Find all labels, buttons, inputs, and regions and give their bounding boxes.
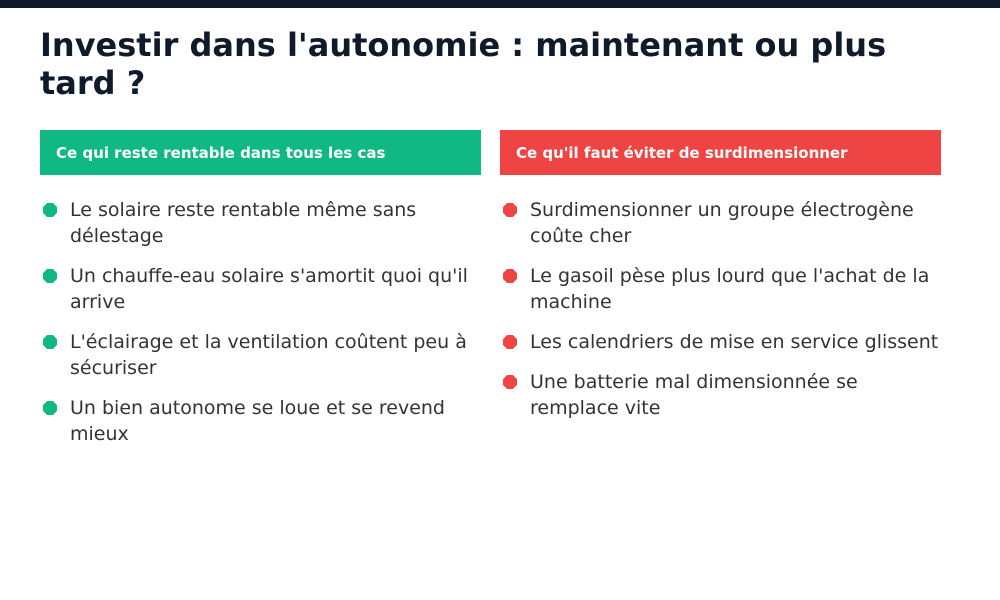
list-item-text: L'éclairage et la ventilation coûtent peu à sécuriser [70,331,467,379]
green-bullet-icon [43,203,57,217]
rentable-column [40,130,481,461]
list-item [40,395,481,447]
list-item [500,197,941,249]
list-item [40,329,481,381]
avoid-column [500,130,941,435]
list-item-text: Le solaire reste rentable même sans délestage [70,199,417,247]
green-bullet-icon [43,335,57,349]
green-bullet-icon [43,401,57,415]
red-bullet-icon [503,335,517,349]
list-item [40,197,481,249]
red-bullet-icon [503,269,517,283]
rentable-list [40,197,481,447]
list-item [40,263,481,315]
red-bullet-icon [503,203,517,217]
list-item [500,263,941,315]
page-title: Investir dans l'autonomie : maintenant ou plus tard ? [40,26,887,102]
list-item-text: Un chauffe-eau solaire s'amortit quoi qu'il arrive [70,265,468,313]
list-item-text: Une batterie mal dimensionnée se remplace vite [530,371,858,419]
red-bullet-icon [503,375,517,389]
avoid-column-header: Ce qu'il faut éviter de surdimensionner [500,130,941,175]
green-bullet-icon [43,269,57,283]
list-item-text: Un bien autonome se loue et se revend mieux [70,397,445,445]
rentable-column-header: Ce qui reste rentable dans tous les cas [40,130,481,175]
avoid-list [500,197,941,421]
list-item-text: Le gasoil pèse plus lourd que l'achat de la machine [530,265,930,313]
list-item [500,329,941,355]
top-accent-bar [0,0,1000,8]
list-item [500,369,941,421]
list-item-text: Surdimensionner un groupe électrogène coûte cher [530,199,914,247]
list-item-text: Les calendriers de mise en service glissent [530,331,939,353]
